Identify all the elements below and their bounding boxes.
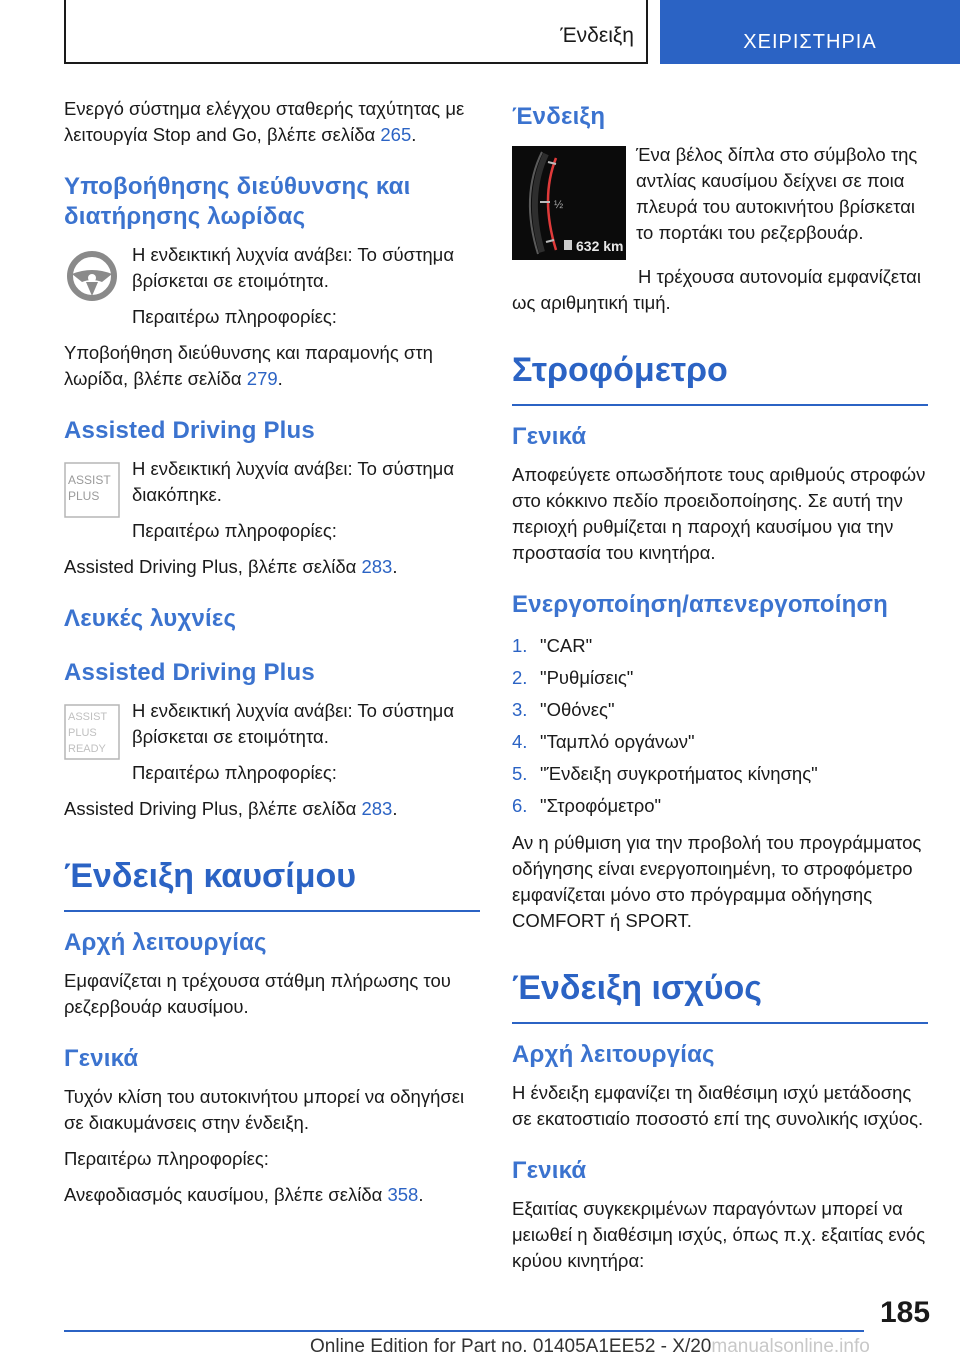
adp-heading-2: Assisted Driving Plus [64,659,315,686]
assist-plus-ready-icon-line-2: PLUS [68,727,97,739]
list-item: 5. "Ένδειξη συγκροτήματος κίνησης" [512,763,818,784]
list-item: 1. "CAR" [512,635,593,656]
power-principle-heading: Αρχή λειτουργίας [512,1041,715,1068]
assist-plus-ready-icon-line-1: ASSIST [68,711,108,723]
tachometer-heading: Στροφόμετρο [512,350,928,406]
fuel-display-row [512,142,928,260]
page-link-283[interactable]: 283 [361,556,393,577]
page-link-265[interactable]: 265 [380,124,412,145]
steering-indicator-row [64,242,480,330]
fuel-general-heading: Γενικά [64,1045,139,1072]
page-number: 185 [880,1296,931,1329]
intro-paragraph: Ενεργό σύστημα ελέγχου σταθερής ταχύτητας με λειτουργία Stop and Go, βλέπε σελίδα 265. [64,98,465,145]
more-info-label: Περαιτέρω πληροφορίες: [132,306,337,327]
more-info-label: Περαιτέρω πληροφορίες: [132,520,337,541]
right-column [512,96,928,1274]
assist-plus-icon-line-2: PLUS [68,489,100,503]
steering-indicator-text: Η ενδεικτική λυχνία ανάβει: Το σύστημα βρίσκεται σε ετοιμότητα. [132,244,455,291]
power-general-text: Εξαιτίας συγκεκριμένων παραγόντων μπορεί να μειωθεί η διαθέσιμη ισχύς, όπως π.χ. εξαιτίας ενός κρύου κινητήρα: [512,1198,926,1271]
tacho-general-heading: Γενικά [512,423,587,450]
gauge-range-readout: 632 km [576,238,624,254]
page-link-283[interactable]: 283 [361,798,393,819]
list-item: 2. "Ρυθμίσεις" [512,667,634,688]
footer-site-watermark: manualsonline.info [711,1336,870,1357]
power-display-heading: Ένδειξη ισχύος [512,968,928,1024]
fuel-general-text: Τυχόν κλίση του αυτοκινήτου μπορεί να οδηγήσει σε διακυμάνσεις στην ένδειξη. [64,1086,465,1133]
left-column [64,96,480,1208]
adp-ref-paragraph-2: Assisted Driving Plus, βλέπε σελίδα 283. [64,798,398,819]
display-heading: Ένδειξη [512,103,606,130]
fuel-gauge-heading: Ένδειξη καυσίμου [64,856,480,912]
activation-text: Αν η ρύθμιση για την προβολή του προγράμματος οδήγησης είναι ενεργοποιημένη, το στροφόμετρο εμφανίζεται μόνο στο πρόγραμμα οδήγησης COMFORT ή SPORT. [512,832,922,931]
assist-plus-ready-icon [64,704,120,765]
activation-heading: Ενεργοποίηση/απενεργοποίηση [512,591,888,618]
power-general-heading: Γενικά [512,1157,587,1184]
activation-steps-list [512,630,928,822]
fuel-principle-heading: Αρχή λειτουργίας [64,929,267,956]
display-text-2: Η τρέχουσα αυτονομία εμφανίζεται ως αριθμητική τιμή. [512,266,921,313]
header-section-title: Ένδειξη [560,24,634,47]
more-info-label: Περαιτέρω πληροφορίες: [132,762,337,783]
footer-divider [64,1330,864,1332]
more-info-label: Περαιτέρω πληροφορίες: [64,1148,269,1169]
power-principle-text: Η ένδειξη εμφανίζει τη διαθέσιμη ισχύ μετάδοσης σε εκατοστιαίο ποσοστό επί της συνολικής ισχύος. [512,1082,924,1129]
list-item: 3. "Οθόνες" [512,699,615,720]
fuel-gauge-image [512,146,626,260]
adp-indicator-row-1 [64,456,480,544]
fuel-pump-icon [564,240,572,250]
adp-ref-paragraph-1: Assisted Driving Plus, βλέπε σελίδα 283. [64,556,398,577]
adp-indicator-text-2: Η ενδεικτική λυχνία ανάβει: Το σύστημα βρίσκεται σε ετοιμότητα. [132,700,455,747]
fuel-principle-text: Εμφανίζεται η τρέχουσα στάθμη πλήρωσης του ρεζερβουάρ καυσίμου. [64,970,451,1017]
list-item: 4. "Ταμπλό οργάνων" [512,731,695,752]
page-link-358[interactable]: 358 [387,1184,419,1205]
tacho-general-text: Αποφεύγετε οπωσδήποτε τους αριθμούς στροφών στο κόκκινο πεδίο προειδοποίησης. Σε αυτή την περιοχή ρυθμίζεται η παροχή καυσίμου για την προστασία του κινητήρα. [512,464,926,563]
fuel-ref-paragraph: Ανεφοδιασμός καυσίμου, βλέπε σελίδα 358. [64,1184,424,1205]
footer-edition: Online Edition for Part no. 01405A1EE52 - X/20manualsonline.info [310,1336,870,1357]
adp-indicator-text-1: Η ενδεικτική λυχνία ανάβει: Το σύστημα διακόπηκε. [132,458,455,505]
assist-plus-icon [64,462,120,523]
steering-ref-paragraph: Υποβοήθηση διεύθυνσης και παραμονής στη λωρίδα, βλέπε σελίδα 279. [64,342,433,389]
list-item: 6. "Στροφόμετρο" [512,795,662,816]
page-link-279[interactable]: 279 [246,368,278,389]
adp-indicator-row-2 [64,698,480,786]
assist-plus-ready-icon-line-3: READY [68,743,106,755]
steering-assist-heading: Υποβοήθησης διεύθυνσης και διατήρησης λωρίδας [64,173,411,230]
header-section-box [64,0,648,64]
white-lights-heading: Λευκές λυχνίες [64,605,237,632]
display-text-1: Ένα βέλος δίπλα στο σύμβολο της αντλίας καυσίμου δείχνει σε ποια πλευρά του αυτοκινήτου βρίσκεται το πορτάκι του ρεζερβουάρ. [636,144,918,243]
adp-heading-1: Assisted Driving Plus [64,417,315,444]
steering-wheel-icon [64,248,120,309]
gauge-half-mark: ½ [554,199,564,211]
assist-plus-icon-line-1: ASSIST [68,473,111,487]
header-chapter-tab: ΧΕΙΡΙΣΤΗΡΙΑ [660,0,960,64]
